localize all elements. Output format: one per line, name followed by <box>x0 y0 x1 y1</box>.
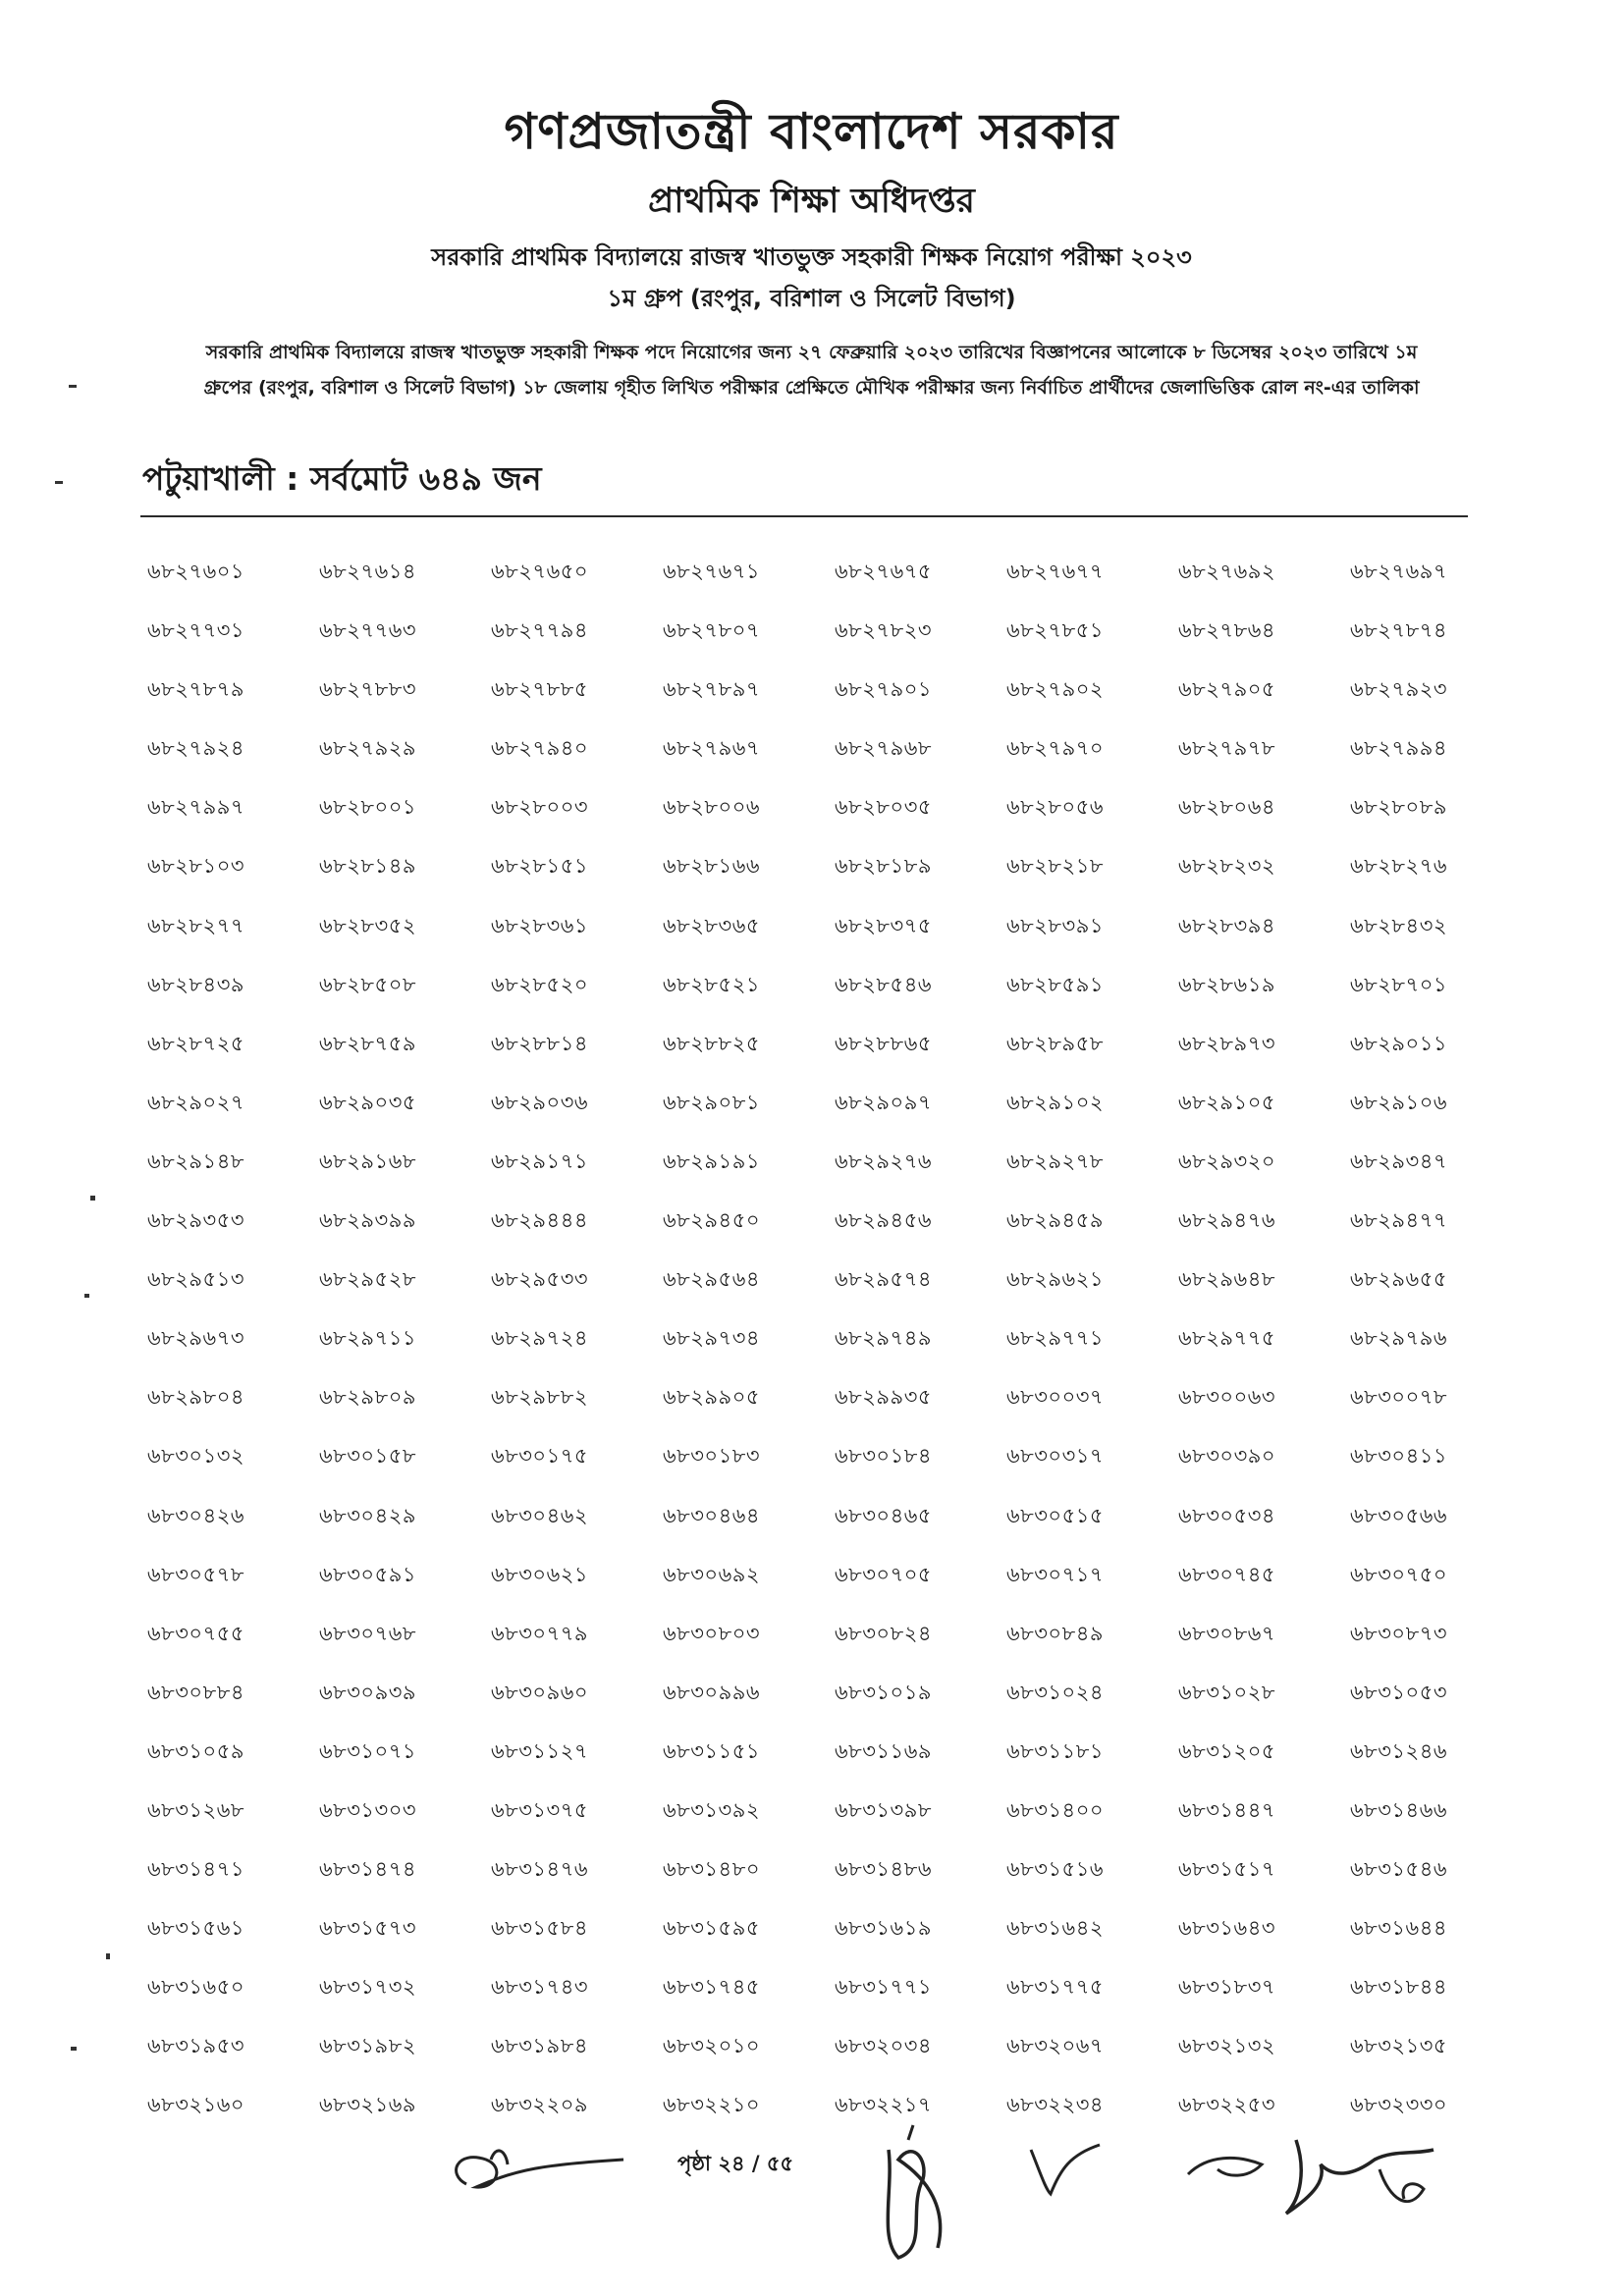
roll-number: ৬৮২৯৩২০ <box>1178 1148 1276 1173</box>
roll-number: ৬৮৩১৭৩২ <box>319 1975 417 2000</box>
roll-number: ৬৮৩১০১৯ <box>835 1680 932 1704</box>
roll-number: ৬৮৩১৪৪৭ <box>1178 1797 1275 1822</box>
roll-number: ৬৮২৮৩৯১ <box>1006 913 1104 937</box>
roll-number: ৬৮৩১৪৭৪ <box>319 1857 416 1882</box>
roll-number: ৬৮২৮৫৪৬ <box>835 972 932 996</box>
roll-number: ৬৮৩০৭৬৮ <box>319 1621 417 1645</box>
roll-number: ৬৮২৭৯০৫ <box>1178 677 1275 702</box>
roll-number: ৬৮৩২২৩৪ <box>1006 2093 1105 2117</box>
department-name: প্রাথমিক শিক্ষা অধিদপ্তর <box>648 181 975 221</box>
roll-number: ৬৮৩০৭৭৯ <box>491 1621 589 1645</box>
roll-number: ৬৮২৭৬৫০ <box>491 560 589 583</box>
roll-number: ৬৮২৯৭৪৯ <box>835 1326 932 1351</box>
roll-number: ৬৮২৮১৮৯ <box>835 854 932 879</box>
roll-number: ৬৮৩০৭৫৫ <box>147 1621 244 1645</box>
roll-number: ৬৮৩০১৩২ <box>147 1444 245 1468</box>
signature-3 <box>1021 2135 1109 2204</box>
roll-number: ৬৮৩১২০৫ <box>1178 1738 1275 1763</box>
roll-number: ৬৮৩১৭৪৫ <box>663 1975 760 2000</box>
roll-number: ৬৮৩১২৬৮ <box>147 1797 244 1822</box>
margin-mark <box>106 1953 110 1959</box>
margin-mark <box>69 385 77 388</box>
roll-number: ৬৮৩০৮২৪ <box>835 1621 932 1645</box>
margin-mark <box>55 481 63 484</box>
district-heading: পটুয়াখালী : সর্বমোট ৬৪৯ জন <box>142 459 542 498</box>
roll-number: ৬৮২৭৯২৩ <box>1350 677 1448 702</box>
roll-number: ৬৮২৯৩৫৩ <box>147 1208 244 1233</box>
roll-number: ৬৮২৭৭৩১ <box>147 618 245 643</box>
roll-number: ৬৮৩১৬৫০ <box>147 1975 244 2000</box>
roll-number: ৬৮৩১৫১৬ <box>1006 1857 1104 1882</box>
roll-number: ৬৮২৮৫২১ <box>663 972 760 996</box>
roll-number: ৬৮২৯০২৭ <box>147 1090 245 1114</box>
roll-number: ৬৮৩০৮৮৪ <box>147 1680 244 1704</box>
roll-number: ৬৮৩১১৫১ <box>663 1738 760 1763</box>
roll-number: ৬৮২৯৮০৪ <box>147 1385 244 1410</box>
roll-number: ৬৮৩২১৩৫ <box>1350 2034 1447 2058</box>
roll-number: ৬৮২৮২৭৬ <box>1350 854 1448 879</box>
roll-number: ৬৮২৮২৭৭ <box>147 913 245 937</box>
roll-number: ৬৮৩১০৫৯ <box>147 1738 244 1763</box>
roll-number: ৬৮২৮৫৯১ <box>1006 972 1104 996</box>
roll-number: ৬৮২৯৭৩৪ <box>663 1326 760 1351</box>
roll-number: ৬৮৩১০৭১ <box>319 1738 416 1763</box>
roll-number: ৬৮২৯১০২ <box>1006 1090 1104 1114</box>
roll-number: ৬৮২৯২৭৮ <box>1006 1148 1104 1173</box>
roll-number: ৬৮২৮৭৫৯ <box>319 1031 416 1055</box>
roll-number: ৬৮২৯৫১৩ <box>147 1267 244 1292</box>
roll-number: ৬৮২৮৪৩২ <box>1350 913 1447 937</box>
roll-number: ৬৮২৭৭৬৩ <box>319 618 417 643</box>
roll-number: ৬৮২৯০৯৭ <box>835 1090 932 1114</box>
roll-number: ৬৮২৯৫৭৪ <box>835 1267 932 1292</box>
roll-number: ৬৮২৮৭০১ <box>1350 972 1447 996</box>
roll-number: ৬৮৩২০৩৪ <box>835 2034 933 2058</box>
roll-number: ৬৮৩১৭৪৩ <box>491 1975 588 2000</box>
roll-number: ৬৮২৮০০১ <box>319 795 416 820</box>
roll-number: ৬৮৩১২৪৬ <box>1350 1738 1447 1763</box>
roll-number: ৬৮২৮০৫৬ <box>1006 795 1104 820</box>
roll-number: ৬৮২৭৯৭০ <box>1006 736 1105 761</box>
roll-number: ৬৮২৯৫৬৪ <box>663 1267 760 1292</box>
margin-mark <box>90 1196 95 1201</box>
roll-number: ৬৮৩১৫৮৪ <box>491 1916 588 1941</box>
roll-number: ৬৮৩১০২৪ <box>1006 1680 1104 1704</box>
roll-number: ৬৮৩১৩০৩ <box>319 1797 417 1822</box>
roll-number: ৬৮২৭৬১৪ <box>319 560 416 583</box>
margin-mark <box>84 1294 89 1298</box>
roll-number: ৬৮২৯০৩৫ <box>319 1090 416 1114</box>
roll-number: ৬৮৩০৪১১ <box>1350 1444 1447 1468</box>
roll-number: ৬৮৩০৫৯১ <box>319 1562 416 1586</box>
roll-number: ৬৮২৯৭৯৬ <box>1350 1326 1447 1351</box>
roll-number: ৬৮৩১০২৮ <box>1178 1680 1275 1704</box>
roll-number: ৬৮৩২২১৭ <box>835 2093 933 2117</box>
roll-number: ৬৮২৮৫০৮ <box>319 972 416 996</box>
roll-number: ৬৮৩১৭৭১ <box>835 1975 932 2000</box>
roll-number: ৬৮২৭৯৭৮ <box>1178 736 1275 761</box>
heading-divider <box>140 515 1468 517</box>
page-footer <box>0 2120 1623 2268</box>
roll-number: ৬৮৩১৫৭৩ <box>319 1916 416 1941</box>
roll-number: ৬৮২৯৭২৪ <box>491 1326 588 1351</box>
roll-number: ৬৮৩১১৮১ <box>1006 1738 1104 1763</box>
roll-number: ৬৮২৮০৩৫ <box>835 795 932 820</box>
roll-number: ৬৮৩০৪২৯ <box>319 1503 416 1527</box>
roll-number: ৬৮২৭৮৭৯ <box>147 677 244 702</box>
roll-number: ৬৮২৯১০৬ <box>1350 1090 1447 1114</box>
roll-number: ৬৮২৮৮১৪ <box>491 1031 588 1055</box>
roll-number: ৬৮২৯৬৭৩ <box>147 1326 245 1351</box>
roll-number: ৬৮৩০৭৪৫ <box>1178 1562 1275 1586</box>
roll-number: ৬৮২৯৬২১ <box>1006 1267 1104 1292</box>
roll-number: ৬৮২৯১৯১ <box>663 1148 760 1173</box>
roll-number: ৬৮২৮২১৮ <box>1006 854 1104 879</box>
roll-number: ৬৮২৮৩৫২ <box>319 913 416 937</box>
roll-number: ৬৮৩১৪৮৬ <box>835 1857 932 1882</box>
roll-number: ৬৮২৭৬৭১ <box>663 560 761 583</box>
roll-number: ৬৮২৮৪৩৯ <box>147 972 244 996</box>
roll-number: ৬৮২৮৮২৫ <box>663 1031 760 1055</box>
roll-number: ৬৮২৯৯৩৫ <box>835 1385 932 1410</box>
roll-number: ৬৮২৯১৬৮ <box>319 1148 416 1173</box>
roll-number: ৬৮২৭৯৬৮ <box>835 736 932 761</box>
roll-number: ৬৮৩০৪২৬ <box>147 1503 245 1527</box>
roll-number: ৬৮৩১৫১৭ <box>1178 1857 1275 1882</box>
roll-number: ৬৮৩১৪৭৬ <box>491 1857 588 1882</box>
roll-number: ৬৮৩১৫৪৬ <box>1350 1857 1447 1882</box>
roll-number: ৬৮২৮৫২০ <box>491 972 588 996</box>
roll-number: ৬৮৩০৭৫০ <box>1350 1562 1448 1586</box>
roll-number: ৬৮২৭৬৯২ <box>1178 560 1276 583</box>
roll-number: ৬৮২৭৮২৩ <box>835 618 933 643</box>
roll-number: ৬৮৩০৮০৩ <box>663 1621 761 1645</box>
roll-number: ৬৮৩০৫৭৮ <box>147 1562 244 1586</box>
roll-number: ৬৮৩০৬২১ <box>491 1562 589 1586</box>
roll-number: ৬৮২৯৪৭৭ <box>1350 1208 1447 1233</box>
roll-number: ৬৮৩২১৬৯ <box>319 2093 416 2117</box>
roll-number: ৬৮৩০৮৪৯ <box>1006 1621 1104 1645</box>
roll-number: ৬৮৩০৬৯২ <box>663 1562 761 1586</box>
roll-number: ৬৮২৯৫৩৩ <box>491 1267 588 1292</box>
roll-number: ৬৮২৭৬৯৭ <box>1350 560 1448 583</box>
roll-number: ৬৮৩১৬১৯ <box>835 1916 932 1941</box>
roll-number: ৬৮২৮৩৭৫ <box>835 913 932 937</box>
roll-number: ৬৮২৮১৬৬ <box>663 854 760 879</box>
roll-number: ৬৮৩১৬৪৩ <box>1178 1916 1275 1941</box>
roll-number: ৬৮২৮০০৩ <box>491 795 589 820</box>
roll-number: ৬৮৩০১৭৫ <box>491 1444 588 1468</box>
roll-number: ৬৮২৭৮৬৪ <box>1178 618 1275 643</box>
roll-number: ৬৮২৮০৬৪ <box>1178 795 1275 820</box>
roll-number: ৬৮২৯২৭৬ <box>835 1148 933 1173</box>
roll-number: ৬৮৩০৩৯০ <box>1178 1444 1276 1468</box>
roll-number: ৬৮২৯০১১ <box>1350 1031 1447 1055</box>
roll-number: ৬৮৩০৫১৫ <box>1006 1503 1104 1527</box>
roll-number: ৬৮৩২২০৯ <box>491 2093 589 2117</box>
roll-number: ৬৮২৮১৫১ <box>491 854 588 879</box>
roll-number: ৬৮৩২২১০ <box>663 2093 761 2117</box>
roll-number: ৬৮৩০৫৬৬ <box>1350 1503 1448 1527</box>
roll-number: ৬৮৩০১৮৩ <box>663 1444 760 1468</box>
roll-number: ৬৮২৭৯৯৪ <box>1350 736 1447 761</box>
page-number: পৃষ্ঠা ২৪ / ৫৫ <box>677 2152 794 2175</box>
roll-number: ৬৮২৭৮০৭ <box>663 618 761 643</box>
roll-number: ৬৮২৯৪৫০ <box>663 1208 760 1233</box>
roll-number: ৬৮২৭৯৯৭ <box>147 795 244 820</box>
roll-number: ৬৮৩০০৭৮ <box>1350 1385 1448 1410</box>
roll-number: ৬৮২৮০৮৯ <box>1350 795 1447 820</box>
roll-number: ৬৮৩১৩৯২ <box>663 1797 760 1822</box>
signature-2 <box>869 2120 997 2268</box>
roll-number: ৬৮২৯৫২৮ <box>319 1267 416 1292</box>
roll-number: ৬৮৩০৯৯৬ <box>663 1680 760 1704</box>
roll-number: ৬৮২৮৯৭৩ <box>1178 1031 1275 1055</box>
roll-number: ৬৮২৮২৩২ <box>1178 854 1276 879</box>
roll-number-table <box>147 554 1463 2147</box>
roll-number: ৬৮৩১৩৯৮ <box>835 1797 932 1822</box>
roll-number: ৬৮৩০৪৬৪ <box>663 1503 760 1527</box>
roll-number: ৬৮৩২১৬০ <box>147 2093 245 2117</box>
roll-number: ৬৮৩১৪০০ <box>1006 1797 1104 1822</box>
roll-number: ৬৮৩১৩৭৫ <box>491 1797 588 1822</box>
roll-number: ৬৮৩১১৬৯ <box>835 1738 932 1763</box>
roll-number: ৬৮৩২০১০ <box>663 2034 761 2058</box>
roll-number: ৬৮২৭৬৭৫ <box>835 560 933 583</box>
roll-number: ৬৮৩০৫৩৪ <box>1178 1503 1275 1527</box>
roll-number: ৬৮৩২৩৩০ <box>1350 2093 1448 2117</box>
roll-number: ৬৮২৯১৭১ <box>491 1148 588 1173</box>
roll-number: ৬৮৩০৯৩৯ <box>319 1680 416 1704</box>
roll-number: ৬৮৩১৪৮০ <box>663 1857 760 1882</box>
roll-number: ৬৮২৯৭৭৫ <box>1178 1326 1275 1351</box>
roll-number: ৬৮২৯৭৭১ <box>1006 1326 1104 1351</box>
roll-number: ৬৮৩১৫৬১ <box>147 1916 244 1941</box>
roll-number: ৬৮২৭৯২৪ <box>147 736 244 761</box>
roll-number: ৬৮২৮০০৬ <box>663 795 761 820</box>
roll-number: ৬৮২৭৯৪০ <box>491 736 588 761</box>
roll-number: ৬৮৩০১৮৪ <box>835 1444 932 1468</box>
roll-number: ৬৮২৭৮৭৪ <box>1350 618 1447 643</box>
roll-number: ৬৮২৮৬১৯ <box>1178 972 1275 996</box>
roll-number: ৬৮২৯৬৪৮ <box>1178 1267 1275 1292</box>
roll-number: ৬৮৩১৯৮৪ <box>491 2034 588 2058</box>
roll-number: ৬৮৩০৭০৫ <box>835 1562 933 1586</box>
roll-number: ৬৮৩১৫৯৫ <box>663 1916 760 1941</box>
document-header <box>0 93 1623 405</box>
roll-number: ৬৮২৭৬০১ <box>147 560 245 583</box>
roll-number: ৬৮২৯৩৯৯ <box>319 1208 416 1233</box>
roll-number: ৬৮২৮১৪৯ <box>319 854 416 879</box>
roll-number: ৬৮৩২২৫৩ <box>1178 2093 1276 2117</box>
roll-number: ৬৮২৭৮৫১ <box>1006 618 1104 643</box>
roll-number: ৬৮৩১৯৫৩ <box>147 2034 244 2058</box>
roll-number: ৬৮২৭৯৬৭ <box>663 736 761 761</box>
roll-number: ৬৮৩২১৩২ <box>1178 2034 1276 2058</box>
roll-number: ৬৮২৭৮৯৭ <box>663 677 760 702</box>
signature-5 <box>1267 2120 1443 2228</box>
roll-number: ৬৮৩০০৩৭ <box>1006 1385 1105 1410</box>
roll-number: ৬৮২৭৯০২ <box>1006 677 1105 702</box>
roll-number: ৬৮৩০৭১৭ <box>1006 1562 1105 1586</box>
roll-number: ৬৮৩০১৫৮ <box>319 1444 416 1468</box>
exam-title: সরকারি প্রাথমিক বিদ্যালয়ে রাজস্ব খাতভুক্ত সহকারী শিক্ষক নিয়োগ পরীক্ষা ২০২৩ <box>431 243 1192 271</box>
roll-number: ৬৮২৯৩৪৭ <box>1350 1148 1447 1173</box>
roll-number: ৬৮৩১৪৭১ <box>147 1857 244 1882</box>
roll-number: ৬৮৩২০৬৭ <box>1006 2034 1105 2058</box>
roll-number: ৬৮৩০৩১৭ <box>1006 1444 1105 1468</box>
roll-number: ৬৮২৮৭২৫ <box>147 1031 244 1055</box>
roll-number: ৬৮২৯১০৫ <box>1178 1090 1275 1114</box>
roll-number: ৬৮২৮৩৬৫ <box>663 913 760 937</box>
roll-number: ৬৮২৭৮৮৫ <box>491 677 588 702</box>
roll-number: ৬৮২৭৯২৯ <box>319 736 416 761</box>
group-subtitle: ১ম গ্রুপ (রংপুর, বরিশাল ও সিলেট বিভাগ) <box>607 285 1016 312</box>
roll-number: ৬৮৩১৭৭৫ <box>1006 1975 1104 2000</box>
roll-number: ৬৮২৯৭১১ <box>319 1326 416 1351</box>
roll-number: ৬৮২৯০৮১ <box>663 1090 760 1114</box>
roll-number: ৬৮২৯১৪৮ <box>147 1148 244 1173</box>
government-title: গণপ্রজাতন্ত্রী বাংলাদেশ সরকার <box>504 102 1119 160</box>
roll-number: ৬৮২৮৮৬৫ <box>835 1031 932 1055</box>
roll-number: ৬৮৩১০৫৩ <box>1350 1680 1447 1704</box>
roll-number: ৬৮২৮৯৫৮ <box>1006 1031 1104 1055</box>
roll-number: ৬৮২৯০৩৬ <box>491 1090 589 1114</box>
roll-number: ৬৮২৯৪৫৬ <box>835 1208 932 1233</box>
roll-number: ৬৮২৯৪৫৯ <box>1006 1208 1104 1233</box>
signature-1 <box>437 2130 633 2209</box>
roll-number: ৬৮৩১৮৪৪ <box>1350 1975 1447 2000</box>
roll-number: ৬৮৩০৮৬৭ <box>1178 1621 1276 1645</box>
roll-number: ৬৮২৭৬৭৭ <box>1006 560 1105 583</box>
roll-number: ৬৮৩০৯৬০ <box>491 1680 589 1704</box>
margin-mark <box>71 2047 77 2051</box>
roll-number: ৬৮৩০৪৬২ <box>491 1503 589 1527</box>
roll-number: ৬৮২৮৩৬১ <box>491 913 588 937</box>
roll-number: ৬৮২৯৮৮২ <box>491 1385 588 1410</box>
roll-number: ৬৮৩১৬৪২ <box>1006 1916 1104 1941</box>
roll-number: ৬৮৩০০৬৩ <box>1178 1385 1276 1410</box>
list-description: সরকারি প্রাথমিক বিদ্যালয়ে রাজস্ব খাতভুক্ত সহকারী শিক্ষক পদে নিয়োগের জন্য ২৭ ফেব্রুয়ারি ২০২৩ তারিখের বিজ্ঞাপনের আলোকে ৮ ডিসেম্বর ২০২৩ তারিখে ১ম গ্রুপের (রংপুর, বরিশাল ও সিলেট বিভাগ) ১৮ জেলায় গৃহীত লিখিত পরীক্ষার প্রেক্ষিতে মৌখিক পরীক্ষার জন্য নির্বাচিত প্রার্থীদের জেলাভিত্তিক রোল নং-এর তালিকা <box>203 342 1420 399</box>
roll-number: ৬৮২৯৪৪৪ <box>491 1208 588 1233</box>
roll-number: ৬৮৩১৬৪৪ <box>1350 1916 1447 1941</box>
roll-number: ৬৮২৯৮০৯ <box>319 1385 416 1410</box>
roll-number: ৬৮২৮৩৯৪ <box>1178 913 1275 937</box>
roll-number: ৬৮২৭৮৮৩ <box>319 677 416 702</box>
roll-number: ৬৮৩০৮৭৩ <box>1350 1621 1448 1645</box>
signature-4 <box>1178 2150 1276 2189</box>
roll-number: ৬৮৩১৮৩৭ <box>1178 1975 1275 2000</box>
roll-number: ৬৮২৯৯০৫ <box>663 1385 760 1410</box>
roll-number: ৬৮২৯৬৫৫ <box>1350 1267 1447 1292</box>
roll-number: ৬৮২৭৯০১ <box>835 677 932 702</box>
roll-number: ৬৮৩১৪৬৬ <box>1350 1797 1447 1822</box>
roll-number: ৬৮৩১১২৭ <box>491 1738 588 1763</box>
roll-number: ৬৮৩১৯৮২ <box>319 2034 416 2058</box>
roll-number: ৬৮২৯৪৭৬ <box>1178 1208 1275 1233</box>
roll-number: ৬৮২৮১০৩ <box>147 854 244 879</box>
roll-number: ৬৮৩০৪৬৫ <box>835 1503 932 1527</box>
roll-number: ৬৮২৭৭৯৪ <box>491 618 588 643</box>
